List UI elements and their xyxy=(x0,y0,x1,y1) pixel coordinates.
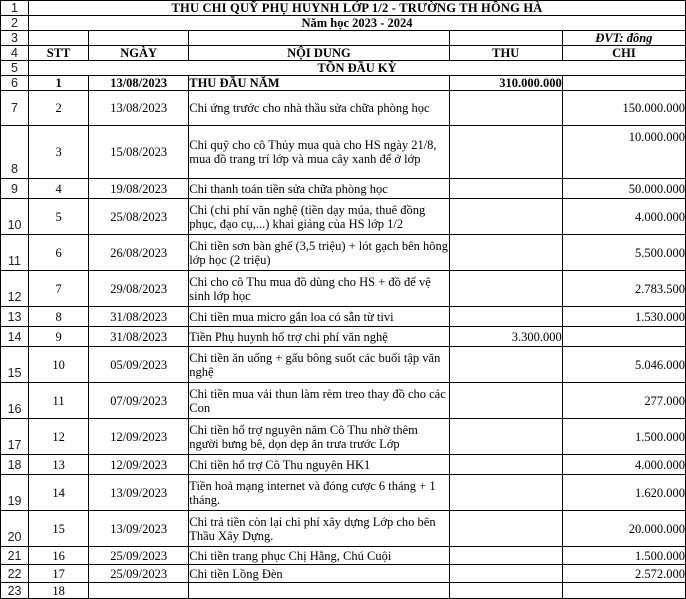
cell-stt: 16 xyxy=(29,547,89,565)
cell-content: Tiền Phụ huynh hổ trợ chi phí văn nghệ xyxy=(189,327,449,347)
cell-thu xyxy=(449,475,562,511)
cell-content xyxy=(189,583,449,599)
cell-thu xyxy=(449,91,562,126)
cell-date: 15/08/2023 xyxy=(89,126,189,179)
empty-cell-b3 xyxy=(89,31,189,46)
title-row xyxy=(1,1,686,16)
cell-stt: 11 xyxy=(29,383,89,419)
cell-chi: 4.000.000 xyxy=(562,455,685,475)
row-header-14[interactable]: 14 xyxy=(1,327,29,347)
row-header-22[interactable]: 22 xyxy=(1,565,29,583)
table-row xyxy=(1,511,686,547)
row-header-13[interactable]: 13 xyxy=(1,307,29,327)
table-row xyxy=(1,347,686,383)
cell-thu xyxy=(449,455,562,475)
table-row xyxy=(1,199,686,235)
cell-content: Chi tiền hổ trợ Cô Thu nguyên HK1 xyxy=(189,455,449,475)
table-row xyxy=(1,419,686,455)
cell-thu xyxy=(449,179,562,199)
cell-chi: 5.500.000 xyxy=(562,235,685,271)
column-header-chi: CHI xyxy=(562,46,685,61)
table-row xyxy=(1,271,686,307)
table-row xyxy=(1,565,686,583)
row-header-3[interactable]: 3 xyxy=(1,31,29,46)
cell-thu xyxy=(449,547,562,565)
row-header-9[interactable]: 9 xyxy=(1,179,29,199)
cell-thu xyxy=(449,235,562,271)
row-header-17[interactable]: 17 xyxy=(1,419,29,455)
column-header-thu: THU xyxy=(449,46,562,61)
cell-thu xyxy=(449,307,562,327)
cell-thu xyxy=(449,583,562,599)
column-header-date: NGÀY xyxy=(89,46,189,61)
cell-stt: 14 xyxy=(29,475,89,511)
opening-thu: 310.000.000 xyxy=(449,76,562,91)
cell-content: Chi cho cô Thu mua đồ dùng cho HS + đồ để vệ sinh lớp học xyxy=(189,271,449,307)
cell-thu xyxy=(449,383,562,419)
opening-balance-row xyxy=(1,76,686,91)
cell-chi: 1.500.000 xyxy=(562,547,685,565)
cell-content: Chi ứng trước cho nhà thầu sửa chữa phòng học xyxy=(189,91,449,126)
cell-stt: 4 xyxy=(29,179,89,199)
cell-stt: 15 xyxy=(29,511,89,547)
cell-content: Chi trả tiền còn lại chi phí xây dựng Lớp cho bên Thầu Xây Dựng. xyxy=(189,511,449,547)
cell-date: 05/09/2023 xyxy=(89,347,189,383)
cell-stt: 3 xyxy=(29,126,89,179)
cell-stt: 12 xyxy=(29,419,89,455)
document-subtitle: Năm học 2023 - 2024 xyxy=(29,16,686,31)
cell-date: 13/09/2023 xyxy=(89,511,189,547)
row-header-5[interactable]: 5 xyxy=(1,61,29,76)
cell-date: 25/09/2023 xyxy=(89,547,189,565)
cell-chi: 277.000 xyxy=(562,383,685,419)
row-header-23[interactable]: 23 xyxy=(1,583,29,599)
row-header-8[interactable]: 8 xyxy=(1,126,29,179)
cell-chi: 50.000.000 xyxy=(562,179,685,199)
cell-stt: 8 xyxy=(29,307,89,327)
cell-content: Tiền hoả mạng internet và đóng cược 6 tháng + 1 tháng. xyxy=(189,475,449,511)
table-row xyxy=(1,583,686,599)
row-header-7[interactable]: 7 xyxy=(1,91,29,126)
cell-content: Chi tiền sơn bàn ghế (3,5 triệu) + lót gạch bên hông lớp học (2 triệu) xyxy=(189,235,449,271)
unit-row xyxy=(1,31,686,46)
cell-thu xyxy=(449,271,562,307)
subtitle-row xyxy=(1,16,686,31)
column-header-row xyxy=(1,46,686,61)
cell-chi: 10.000.000 xyxy=(562,126,685,179)
cell-chi: 1.530.000 xyxy=(562,307,685,327)
column-header-content: NỘI DUNG xyxy=(189,46,449,61)
empty-cell-a3 xyxy=(29,31,89,46)
cell-chi: 1.620.000 xyxy=(562,475,685,511)
cell-date: 13/09/2023 xyxy=(89,475,189,511)
cell-chi: 2.783.500 xyxy=(562,271,685,307)
table-row xyxy=(1,235,686,271)
row-header-10[interactable]: 10 xyxy=(1,199,29,235)
row-header-20[interactable]: 20 xyxy=(1,511,29,547)
cell-date: 31/08/2023 xyxy=(89,327,189,347)
cell-stt: 5 xyxy=(29,199,89,235)
cell-stt: 10 xyxy=(29,347,89,383)
cell-content: Chi tiền mua micro gắn loa có sẵn từ tivi xyxy=(189,307,449,327)
opening-content: THU ĐẦU NĂM xyxy=(189,76,449,91)
row-header-11[interactable]: 11 xyxy=(1,235,29,271)
section-label: TỒN ĐẦU KỲ xyxy=(29,61,686,76)
cell-date: 13/08/2023 xyxy=(89,91,189,126)
cell-date: 25/09/2023 xyxy=(89,565,189,583)
cell-content: Chi quỹ cho cô Thủy mua quà cho HS ngày 21/8, mua đồ trang trí lớp và mua cây xanh để ở lớp xyxy=(189,126,449,179)
row-header-16[interactable]: 16 xyxy=(1,383,29,419)
cell-chi: 20.000.000 xyxy=(562,511,685,547)
table-row xyxy=(1,475,686,511)
cell-content: Chi tiền hổ trợ nguyên năm Cô Thu nhờ thêm người bưng bê, dọn dẹp ăn trưa trước Lớp xyxy=(189,419,449,455)
row-header-19[interactable]: 19 xyxy=(1,475,29,511)
row-header-15[interactable]: 15 xyxy=(1,347,29,383)
cell-date: 12/09/2023 xyxy=(89,455,189,475)
cell-date: 31/08/2023 xyxy=(89,307,189,327)
cell-stt: 17 xyxy=(29,565,89,583)
table-row xyxy=(1,126,686,179)
cell-date: 25/08/2023 xyxy=(89,199,189,235)
section-row xyxy=(1,61,686,76)
cell-date: 26/08/2023 xyxy=(89,235,189,271)
cell-chi: 150.000.000 xyxy=(562,91,685,126)
cell-content: Chi tiền mua vải thun làm rèm treo thay đồ cho các Con xyxy=(189,383,449,419)
cell-thu xyxy=(449,199,562,235)
cell-content: Chi tiền trang phục Chị Hằng, Chú Cuội xyxy=(189,547,449,565)
row-header-1[interactable]: 1 xyxy=(1,1,29,16)
empty-cell-d3 xyxy=(449,31,562,46)
cell-stt: 13 xyxy=(29,455,89,475)
opening-date: 13/08/2023 xyxy=(89,76,189,91)
cell-stt: 6 xyxy=(29,235,89,271)
cell-content: Chi tiền Lồng Đèn xyxy=(189,565,449,583)
cell-thu xyxy=(449,347,562,383)
cell-thu xyxy=(449,511,562,547)
table-row xyxy=(1,327,686,347)
cell-thu xyxy=(449,126,562,179)
cell-content: Chi thanh toán tiền sửa chữa phòng học xyxy=(189,179,449,199)
cell-thu: 3.300.000 xyxy=(449,327,562,347)
cell-content: Chi tiền ăn uống + gấu bông suốt các buổi tập văn nghệ xyxy=(189,347,449,383)
unit-note: ĐVT: đồng xyxy=(562,31,685,46)
cell-date xyxy=(89,583,189,599)
cell-date: 12/09/2023 xyxy=(89,419,189,455)
cell-stt: 7 xyxy=(29,271,89,307)
table-row xyxy=(1,547,686,565)
empty-cell-c3 xyxy=(189,31,449,46)
table-row xyxy=(1,307,686,327)
row-header-18[interactable]: 18 xyxy=(1,455,29,475)
row-header-4[interactable]: 4 xyxy=(1,46,29,61)
cell-thu xyxy=(449,565,562,583)
row-header-12[interactable]: 12 xyxy=(1,271,29,307)
table-row xyxy=(1,383,686,419)
row-header-2[interactable]: 2 xyxy=(1,16,29,31)
cell-stt: 18 xyxy=(29,583,89,599)
table-row xyxy=(1,455,686,475)
cell-chi: 2.572.000 xyxy=(562,565,685,583)
opening-chi xyxy=(562,76,685,91)
cell-content: Chi (chi phí văn nghệ (tiền dạy múa, thuê đồng phục, đạo cụ,...) khai giảng của HS lớp 1/2 xyxy=(189,199,449,235)
opening-stt: 1 xyxy=(29,76,89,91)
document-title: THU CHI QUỸ PHỤ HUYNH LỚP 1/2 - TRƯỜNG TH HỒNG HÀ xyxy=(29,1,686,16)
row-header-21[interactable]: 21 xyxy=(1,547,29,565)
cell-stt: 2 xyxy=(29,91,89,126)
cell-chi: 4.000.000 xyxy=(562,199,685,235)
table-row xyxy=(1,91,686,126)
cell-stt: 9 xyxy=(29,327,89,347)
cell-chi: 5.046.000 xyxy=(562,347,685,383)
cell-date: 07/09/2023 xyxy=(89,383,189,419)
table-row xyxy=(1,179,686,199)
cell-date: 19/08/2023 xyxy=(89,179,189,199)
row-header-6[interactable]: 6 xyxy=(1,76,29,91)
cell-chi xyxy=(562,583,685,599)
cell-chi xyxy=(562,327,685,347)
cell-date: 29/08/2023 xyxy=(89,271,189,307)
cell-chi: 1.500.000 xyxy=(562,419,685,455)
column-header-stt: STT xyxy=(29,46,89,61)
cell-thu xyxy=(449,419,562,455)
